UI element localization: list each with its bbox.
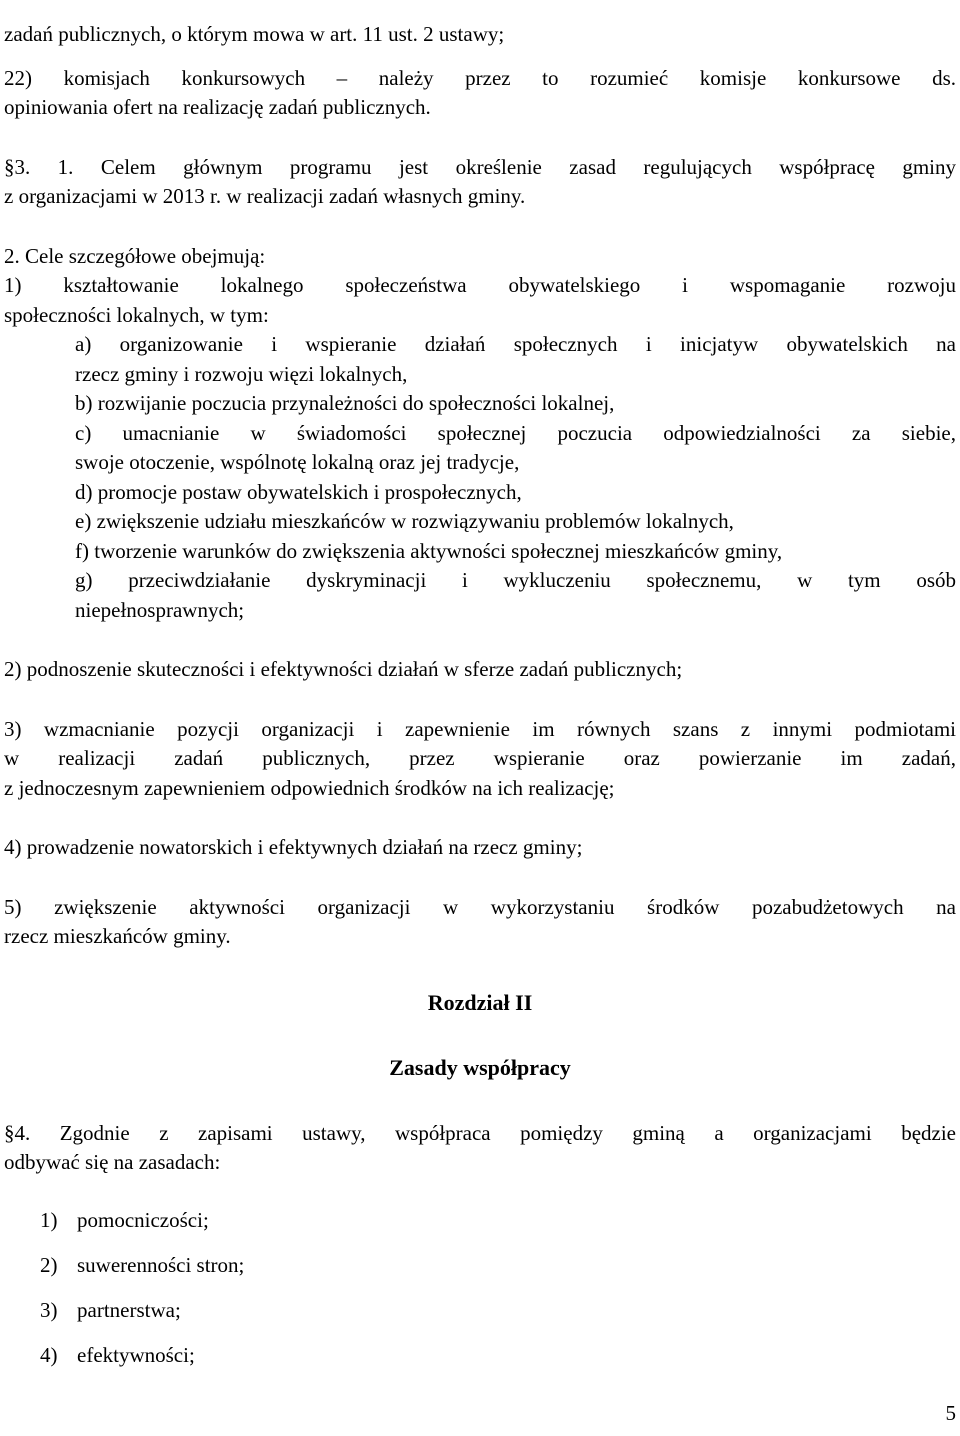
text-line: niepełnosprawnych;: [75, 597, 245, 622]
text-line: z organizacjami w 2013 r. w realizacji zadań własnych gminy.: [4, 184, 526, 208]
section-4-paragraph: §4. Zgodnie z zapisami ustawy, współpraca pomiędzy gminą a organizacjami będzie: [4, 1120, 956, 1145]
goal-1g: g) przeciwdziałanie dyskryminacji i wykluczeniu społecznemu, w tym osób: [75, 568, 956, 592]
goal-4: 4) prowadzenie nowatorskich i efektywnych działań na rzecz gminy;: [4, 835, 583, 859]
text-line: w realizacji zadań publicznych, przez wspieranie oraz powierzanie im zadań,: [4, 746, 956, 770]
list-item: 3) partnerstwa;: [40, 1297, 181, 1322]
goal-1f: f) tworzenie warunków do zwiększenia aktywności społecznej mieszkańców gminy,: [75, 538, 783, 563]
goal-2: 2) podnoszenie skuteczności i efektywności działań w sferze zadań publicznych;: [4, 657, 683, 681]
text-line: opiniowania ofert na realizację zadań publicznych.: [4, 95, 431, 119]
text-line: rzecz mieszkańców gminy.: [4, 924, 231, 948]
goal-1a: a) organizowanie i wspieranie działań społecznych i inicjatyw obywatelskich na: [75, 332, 956, 356]
goal-1b: b) rozwijanie poczucia przynależności do społeczności lokalnej,: [75, 391, 615, 415]
goal-1c: c) umacnianie w świadomości społecznej poczucia odpowiedzialności za siebie,: [75, 420, 956, 445]
page-number: 5: [945, 1400, 956, 1425]
specific-goals-heading: 2. Cele szczegółowe obejmują:: [4, 243, 266, 268]
text-line: zadań publicznych, o którym mowa w art. 11 ust. 2 ustawy;: [4, 22, 505, 46]
principles-list: [4, 1206, 956, 1386]
document-page: [4, 20, 956, 1386]
goal-3: 3) wzmacnianie pozycji organizacji i zapewnienie im równych szans z innymi podmiotami: [4, 716, 956, 741]
goal-5: 5) zwiększenie aktywności organizacji w wykorzystaniu środków pozabudżetowych na: [4, 894, 956, 919]
text-line: swoje otoczenie, wspólnotę lokalną oraz jej tradycje,: [75, 450, 520, 474]
list-item: 4) efektywności;: [40, 1342, 195, 1367]
goal-1d: d) promocje postaw obywatelskich i prospołecznych,: [75, 479, 522, 504]
goal-1: 1) kształtowanie lokalnego społeczeństwa obywatelskiego i wspomaganie rozwoju: [4, 273, 956, 297]
list-item: 1) pomocniczości;: [40, 1207, 209, 1232]
section-3-paragraph: §3. 1. Celem głównym programu jest określenie zasad regulujących współpracę gminy: [4, 154, 956, 179]
chapter-subtitle: Zasady współpracy: [389, 1055, 571, 1080]
goal-1e: e) zwiększenie udziału mieszkańców w rozwiązywaniu problemów lokalnych,: [75, 509, 734, 533]
chapter-title: Rozdział II: [427, 989, 533, 1015]
list-item: 2) suwerenności stron;: [40, 1252, 245, 1277]
text-line: rzecz gminy i rozwoju więzi lokalnych,: [75, 361, 408, 386]
text-line: z jednoczesnym zapewnieniem odpowiednich środków na ich realizację;: [4, 775, 615, 800]
text-line: odbywać się na zasadach:: [4, 1150, 221, 1174]
text-line: społeczności lokalnych, w tym:: [4, 302, 269, 327]
definition-22: 22) komisjach konkursowych – należy przez to rozumieć komisje konkursowe ds.: [4, 65, 956, 90]
